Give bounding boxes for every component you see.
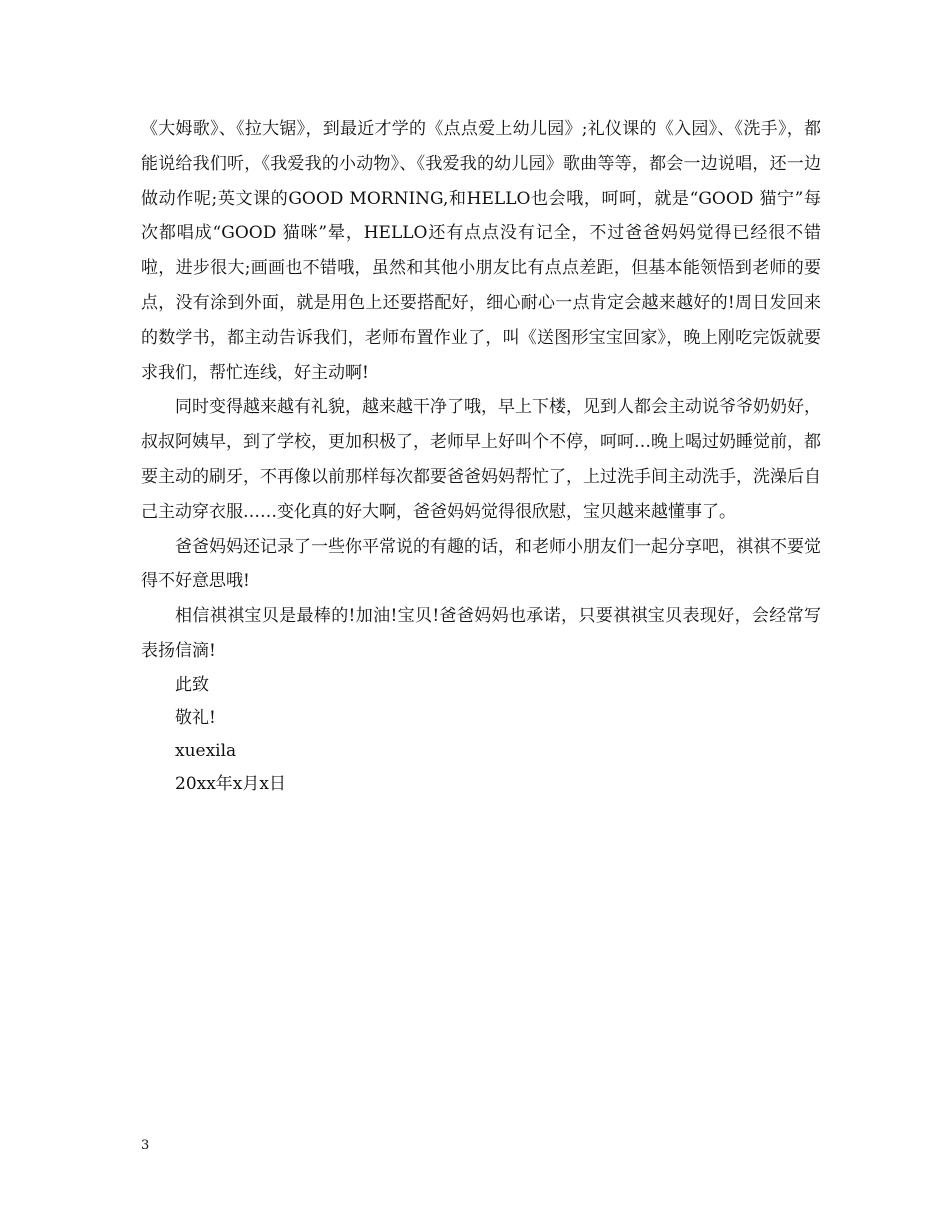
paragraph-2: 同时变得越来越有礼貌，越来越干净了哦，早上下楼，见到人都会主动说爷爷奶奶好，叔叔阿姨早，到了学校，更加积极了，老师早上好叫个不停，呵呵…晚上喝过奶睡觉前，都要主动的刷牙，不再像以前那样每次都要爸爸妈妈帮忙了，上过洗手间主动洗手，洗澡后自己主动穿衣服……变化真的好大啊，爸爸妈妈觉得很欣慰，宝贝越来越懂事了。	[141, 397, 821, 522]
paragraph-4: 相信祺祺宝贝是最棒的!加油!宝贝!爸爸妈妈也承诺，只要祺祺宝贝表现好，会经常写表扬信滴!	[141, 606, 821, 661]
letter-date: 20xx年x月x日	[175, 773, 286, 794]
paragraph-1: 《大姆歌》、《拉大锯》，到最近才学的《点点爱上幼儿园》;礼仪课的《入园》、《洗手》，都能说给我们听，《我爱我的小动物》、《我爱我的幼儿园》歌曲等等，都会一边说唱，还一边做动作呢;英文课的GOOD MORNING,和HELLO也会哦，呵呵，就是“GOOD 猫宁”每次都唱成“GOOD 猫咪”晕，HELLO还有点点没有记全，不过爸爸妈妈觉得已经很不错啦，进步很大;画画也不错哦，虽然和其他小朋友比有点点差距，但基本能领悟到老师的要点，没有涂到外面，就是用色上还要搭配好，细心耐心一点肯定会越来越好的!周日发回来的数学书，都主动告诉我们，老师布置作业了，叫《送图形宝宝回家》，晚上刚吃完饭就要求我们，帮忙连线，好主动啊!	[141, 119, 821, 383]
page-number: 3	[141, 1138, 150, 1153]
signature: xuexila	[175, 740, 237, 761]
closing-salutation: 此致	[175, 674, 209, 695]
closing-regards: 敬礼!	[175, 707, 216, 728]
paragraph-3: 爸爸妈妈还记录了一些你平常说的有趣的话，和老师小朋友们一起分享吧，祺祺不要觉得不好意思哦!	[141, 536, 821, 592]
letter-body	[141, 112, 821, 801]
